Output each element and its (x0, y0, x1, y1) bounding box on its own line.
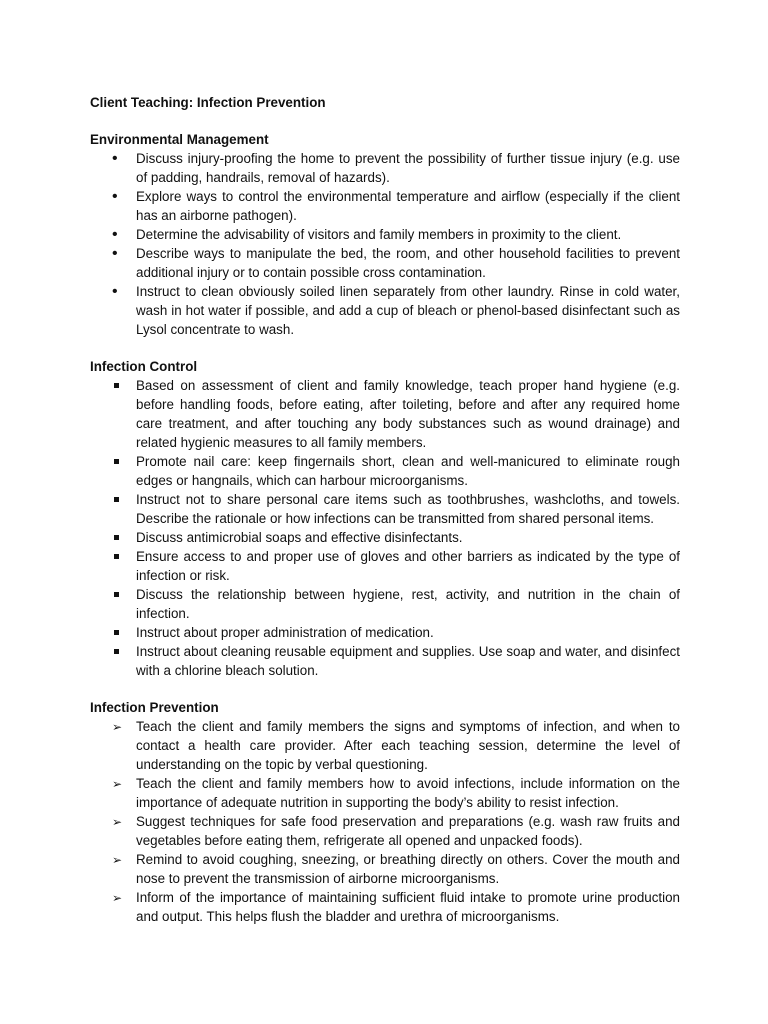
square-bullet-icon (112, 376, 128, 395)
list-item-text: Instruct about proper administration of medication. (136, 625, 434, 640)
square-bullet-icon (112, 528, 128, 547)
list-item (90, 812, 680, 850)
list-item (90, 282, 680, 339)
list-item-text: Teach the client and family members how to avoid infections, include information on the importance of adequate nutrition in supporting the body’s ability to resist infection. (136, 776, 680, 810)
document-page (90, 93, 680, 944)
list-item (90, 850, 680, 888)
list-item (90, 585, 680, 623)
square-bullet-icon (112, 452, 128, 471)
list-item (90, 642, 680, 680)
list-item-text: Teach the client and family members the signs and symptoms of infection, and when to contact a health care provider. After each teaching session, determine the level of understanding on the topic by verbal questioning. (136, 719, 680, 772)
bullet-icon (112, 149, 128, 168)
list-item (90, 225, 680, 244)
square-bullet-icon (112, 623, 128, 642)
section-infection-prevention (90, 698, 680, 926)
section-infection-control (90, 357, 680, 680)
list-item (90, 187, 680, 225)
arrow-bullet-icon (112, 717, 128, 737)
list-item-text: Describe ways to manipulate the bed, the room, and other household facilities to prevent additional injury or to contain possible cross contamination. (136, 246, 680, 280)
document-title: Client Teaching: Infection Prevention (90, 95, 326, 110)
list-item-text: Explore ways to control the environmental temperature and airflow (especially if the client has an airborne pathogen). (136, 189, 680, 223)
list-item-text: Inform of the importance of maintaining sufficient fluid intake to promote urine production and output. This helps flush the bladder and urethra of microorganisms. (136, 890, 680, 924)
list-item-text: Remind to avoid coughing, sneezing, or breathing directly on others. Cover the mouth and nose to prevent the transmission of airborne microorganisms. (136, 852, 680, 886)
square-bullet-icon (112, 585, 128, 604)
bullet-icon (112, 282, 128, 301)
square-bullet-icon (112, 490, 128, 509)
list-item (90, 149, 680, 187)
list-item (90, 888, 680, 926)
list-item (90, 717, 680, 774)
list-item (90, 452, 680, 490)
list-item-text: Instruct to clean obviously soiled linen separately from other laundry. Rinse in cold water, wash in hot water if possible, and add a cup of bleach or phenol-based disinfectant such as Lysol concentrate to wash. (136, 284, 680, 337)
bullet-icon (112, 187, 128, 206)
section-heading: Environmental Management (90, 132, 269, 147)
list-item (90, 490, 680, 528)
list-item (90, 547, 680, 585)
square-bullet-icon (112, 642, 128, 661)
list-item (90, 528, 680, 547)
list-item (90, 244, 680, 282)
bullet-icon (112, 225, 128, 244)
arrow-bullet-icon (112, 774, 128, 794)
arrow-bullet-icon (112, 888, 128, 908)
list-item-text: Ensure access to and proper use of gloves and other barriers as indicated by the type of infection or risk. (136, 549, 680, 583)
bullet-list (90, 149, 680, 339)
list-item-text: Instruct not to share personal care items such as toothbrushes, washcloths, and towels. Describe the rationale or how infections can be transmitted from shared personal items. (136, 492, 680, 526)
list-item-text: Suggest techniques for safe food preservation and preparations (e.g. wash raw fruits and vegetables before eating them, refrigerate all opened and unpacked foods). (136, 814, 680, 848)
list-item-text: Based on assessment of client and family knowledge, teach proper hand hygiene (e.g. before handling foods, before eating, after toileting, before and after any required home care treatment, and after touching any body substances such as wound drainage) and related hygienic measures to all family members. (136, 378, 680, 450)
list-item (90, 774, 680, 812)
list-item-text: Discuss antimicrobial soaps and effective disinfectants. (136, 530, 463, 545)
list-item-text: Determine the advisability of visitors and family members in proximity to the client. (136, 227, 622, 242)
list-item-text: Discuss the relationship between hygiene, rest, activity, and nutrition in the chain of infection. (136, 587, 680, 621)
section-environmental-management (90, 130, 680, 339)
arrow-bullet-icon (112, 850, 128, 870)
square-bullet-icon (112, 547, 128, 566)
list-item-text: Discuss injury-proofing the home to prevent the possibility of further tissue injury (e.g. use of padding, handrails, removal of hazards). (136, 151, 680, 185)
list-item-text: Promote nail care: keep fingernails short, clean and well-manicured to eliminate rough edges or hangnails, which can harbour microorganisms. (136, 454, 680, 488)
arrow-bullet-icon (112, 812, 128, 832)
bullet-icon (112, 244, 128, 263)
bullet-list (90, 717, 680, 926)
list-item (90, 376, 680, 452)
list-item-text: Instruct about cleaning reusable equipment and supplies. Use soap and water, and disinfect with a chlorine bleach solution. (136, 644, 680, 678)
list-item (90, 623, 680, 642)
section-heading: Infection Control (90, 359, 198, 374)
section-heading: Infection Prevention (90, 700, 219, 715)
bullet-list (90, 376, 680, 680)
